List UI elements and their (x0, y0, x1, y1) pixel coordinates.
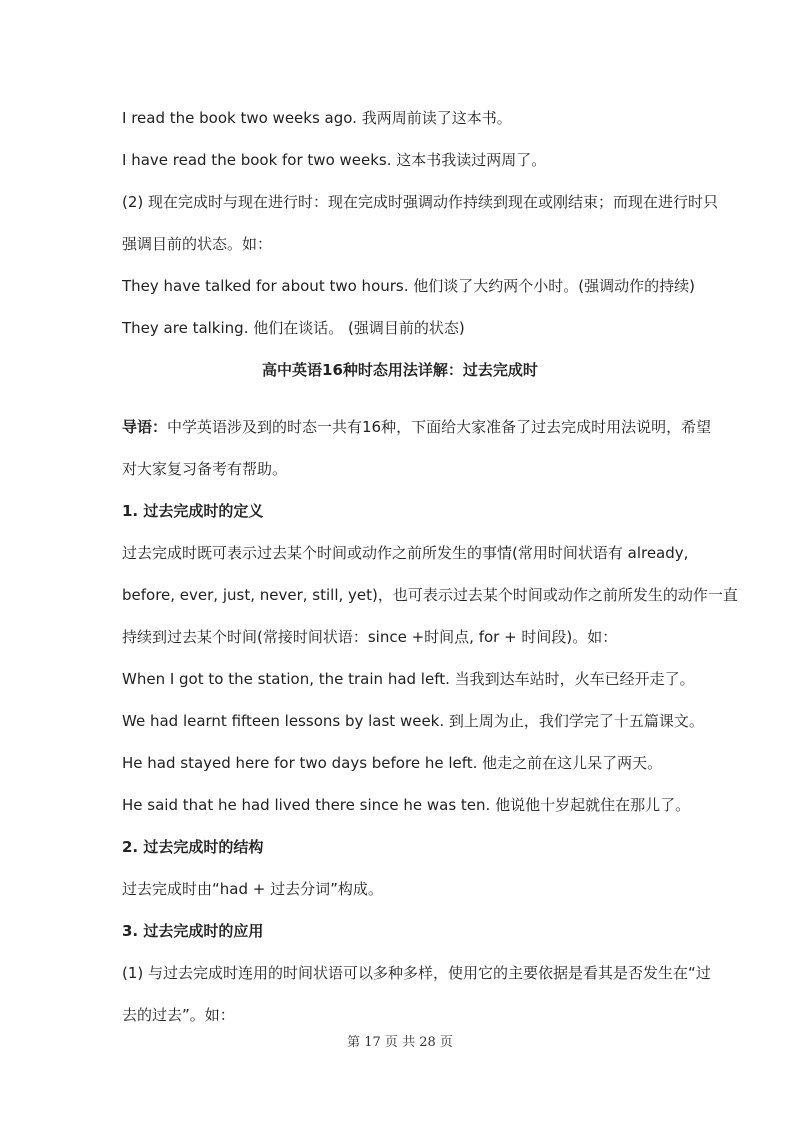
text-line: I have read the book for two weeks. 这本书我读过两周了。 (122, 151, 547, 169)
example-line: When I got to the station, the train had left. 当我到达车站时，火车已经开走了。 (122, 670, 695, 688)
text-line: before, ever, just, never, still, yet)，也可表示过去某个时间或动作之前所发生的动作一直 (122, 586, 738, 604)
text-line: They have talked for about two hours. 他们谈了大约两个小时。(强调动作的持续) (122, 277, 695, 295)
text-line: I read the book two weeks ago. 我两周前读了这本书。 (122, 109, 512, 127)
section-title: 高中英语16种时态用法详解：过去完成时 (262, 361, 538, 379)
text-line: They are talking. 他们在谈话。 (强调目前的状态) (122, 319, 465, 337)
text-line: 去的过去”。如： (122, 1006, 235, 1024)
intro-text: 中学英语涉及到的时态一共有16种，下面给大家准备了过去完成时用法说明，希望 (167, 418, 712, 436)
page-footer: 第 17 页 共 28 页 (347, 1035, 453, 1050)
text-line: 持续到过去某个时间(常接时间状语：since +时间点, for + 时间段)。如： (122, 628, 618, 646)
text-line: 强调目前的状态。如： (122, 235, 273, 253)
text-line: (1) 与过去完成时连用的时间状语可以多种多样，使用它的主要依据是看其是否发生在“过 (122, 964, 711, 982)
section2-heading: 2. 过去完成时的结构 (122, 838, 264, 856)
example-line: He had stayed here for two days before he left. 他走之前在这儿呆了两天。 (122, 754, 663, 772)
text-line: 过去完成时既可表示过去某个时间或动作之前所发生的事情(常用时间状语有 already, (122, 544, 689, 562)
text-line: 过去完成时由“had + 过去分词”构成。 (122, 880, 383, 898)
intro-line: 对大家复习备考有帮助。 (122, 460, 288, 478)
intro-label: 导语： (122, 418, 168, 436)
example-line: We had learnt fifteen lessons by last week. 到上周为止，我们学完了十五篇课文。 (122, 712, 704, 730)
intro-paragraph (122, 417, 712, 437)
example-line: He said that he had lived there since he was ten. 他说他十岁起就住在那儿了。 (122, 796, 691, 814)
section3-heading: 3. 过去完成时的应用 (122, 922, 264, 940)
section1-heading: 1. 过去完成时的定义 (122, 502, 264, 520)
text-line: (2) 现在完成时与现在进行时：现在完成时强调动作持续到现在或刚结束；而现在进行时只 (122, 193, 719, 211)
